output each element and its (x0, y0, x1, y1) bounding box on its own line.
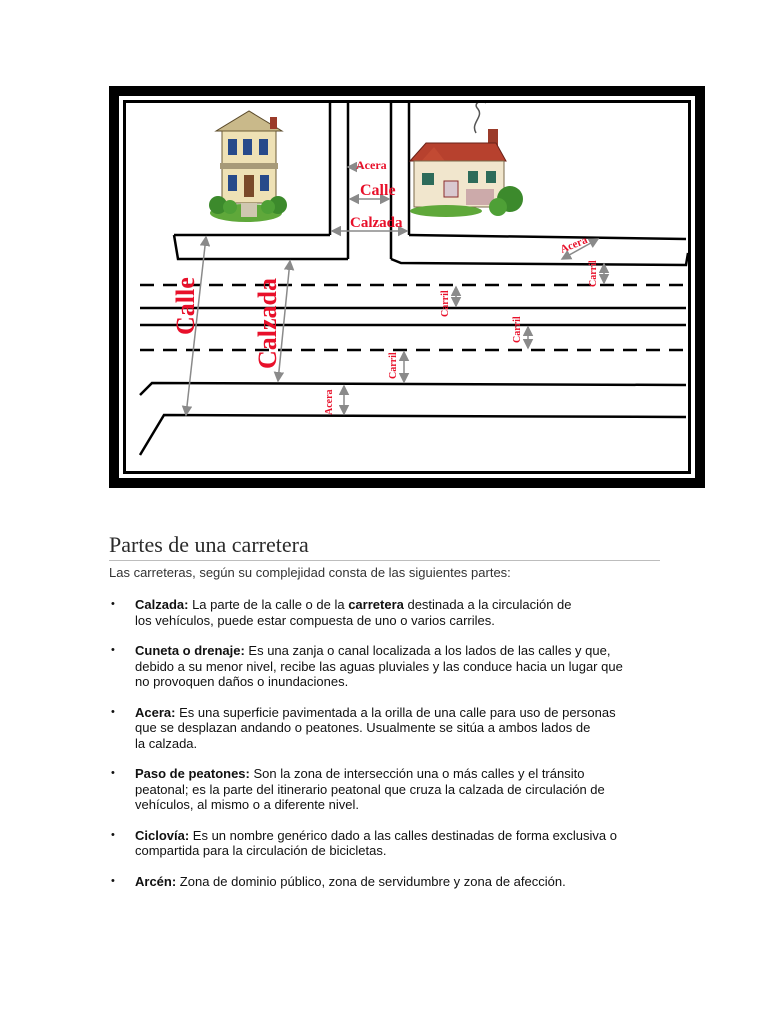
label-calle-left: Calle (171, 277, 200, 335)
desc-text: La parte de la calle o de la (188, 597, 349, 612)
desc-text: Es una zanja o canal localizada a los lados de las calles y que, (244, 643, 611, 658)
term-paso-peatones: Paso de peatones: (135, 766, 250, 781)
desc-text: Zona de dominio público, zona de servidumbre y zona de afección. (176, 873, 566, 889)
term-arcen: Arcén: (135, 873, 177, 889)
desc-text: que se desplazan andando o peatones. Usualmente se sitúa a ambos lados de (135, 720, 591, 735)
label-acera-bottom: Acera (324, 389, 335, 415)
desc-text: debido a su menor nivel, recibe las aguas pluviales y las conduce hacia un lugar que (135, 658, 623, 674)
list-item-calzada (108, 597, 668, 628)
term-ciclovia: Ciclovía: (135, 827, 190, 843)
desc-text: vehículos, al mismo o a diferente nivel. (135, 797, 359, 812)
bullet: • (111, 767, 115, 779)
sidewalk-bottom-curb (140, 415, 686, 455)
desc-text: compartida para la circulación de bicicletas. (135, 843, 387, 858)
list-item-acera (108, 705, 668, 752)
frame-border-inner (123, 100, 691, 474)
desc-text: Son la zona de intersección una o más calles y el tránsito (249, 766, 585, 781)
desc-text: no provoquen daños o inundaciones. (135, 674, 349, 689)
diagram-canvas (126, 103, 688, 471)
bullet: • (111, 705, 115, 718)
parts-list (108, 597, 668, 904)
bullet: • (111, 828, 115, 841)
frame-border (119, 96, 695, 478)
sidewalk-top-right (391, 235, 688, 265)
bullet: • (111, 644, 115, 656)
bullet: • (111, 598, 115, 610)
label-calle-top: Calle (360, 182, 396, 199)
term-acera: Acera: (135, 704, 176, 720)
house-right-icon (410, 103, 523, 217)
desc-text: destinada a la circulación de (403, 597, 572, 612)
list-item-ciclovia (108, 828, 668, 859)
label-carril-right: Carril (588, 260, 599, 287)
term-calzada: Calzada: (135, 597, 189, 612)
label-calzada-left: Calzada (253, 278, 282, 369)
label-carril-mid3: Carril (388, 352, 399, 379)
term-carretera: carretera (348, 597, 404, 612)
desc-text: Es un nombre genérico dado a las calles destinadas de forma exclusiva o (189, 827, 617, 843)
list-item-paso-peatones (108, 766, 668, 813)
house-left-icon (209, 111, 287, 222)
road-diagram-svg (126, 103, 688, 471)
label-acera-top: Acera (356, 158, 387, 172)
label-acera-right: Acera (558, 234, 590, 256)
page-title: Partes de una carretera (109, 532, 660, 561)
label-calzada-top: Calzada (350, 215, 403, 231)
desc-text: los vehículos, puede estar compuesta de uno o varios carriles. (135, 612, 495, 628)
sidewalk-top-left (174, 235, 348, 259)
desc-text: peatonal; es la parte del itinerario peatonal que cruza la calzada de circulación de (135, 781, 605, 797)
desc-text: Es una superficie pavimentada a la orilla de una calle para uso de personas (175, 704, 616, 720)
intro-text: Las carreteras, según su complejidad consta de las siguientes partes: (109, 565, 511, 580)
list-item-arcen (108, 874, 668, 890)
sidewalk-bottom-edge (140, 383, 686, 395)
label-carril-mid1: Carril (440, 290, 451, 317)
road-diagram (109, 86, 705, 488)
term-cuneta: Cuneta o drenaje: (135, 643, 245, 658)
label-carril-mid2: Carril (512, 316, 523, 343)
bullet: • (111, 874, 115, 887)
desc-text: la calzada. (135, 735, 198, 751)
list-item-cuneta (108, 643, 668, 690)
